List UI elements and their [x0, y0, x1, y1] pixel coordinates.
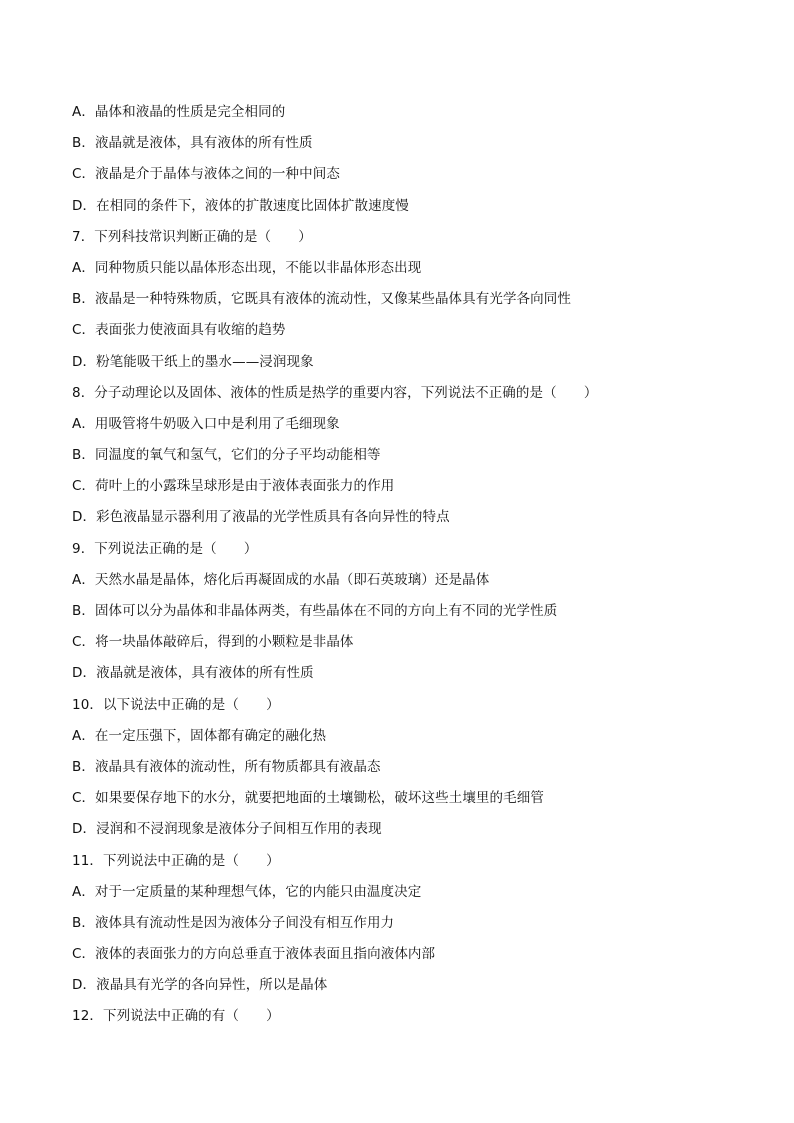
option-line: C．将一块晶体敲碎后，得到的小颗粒是非晶体 — [72, 634, 354, 651]
option-line: A．对于一定质量的某种理想气体，它的内能只由温度决定 — [72, 883, 422, 900]
option-line: D．液晶具有光学的各向异性，所以是晶体 — [72, 977, 328, 994]
question-stem: 9．下列说法正确的是（ ） — [72, 540, 258, 557]
option-line: B．液晶是一种特殊物质，它既具有液体的流动性，又像某些晶体具有光学各向同性 — [72, 291, 571, 308]
option-line: B．液晶就是液体，具有液体的所有性质 — [72, 135, 313, 152]
question-stem: 7．下列科技常识判断正确的是（ ） — [72, 228, 312, 245]
option-line: D．液晶就是液体，具有液体的所有性质 — [72, 665, 314, 682]
option-line: A．用吸管将牛奶吸入口中是利用了毛细现象 — [72, 415, 340, 432]
question-stem: 12．下列说法中正确的有（ ） — [72, 1008, 280, 1025]
option-line: A．天然水晶是晶体，熔化后再凝固成的水晶（即石英玻璃）还是晶体 — [72, 571, 490, 588]
option-line: C．液晶是介于晶体与液体之间的一种中间态 — [72, 166, 340, 183]
question-stem: 10．以下说法中正确的是（ ） — [72, 696, 280, 713]
option-line: D．彩色液晶显示器利用了液晶的光学性质具有各向异性的特点 — [72, 509, 450, 526]
question-stem: 8．分子动理论以及固体、液体的性质是热学的重要内容，下列说法不正确的是（ ） — [72, 384, 598, 401]
option-line: B．同温度的氧气和氢气，它们的分子平均动能相等 — [72, 447, 381, 464]
option-line: A．晶体和液晶的性质是完全相同的 — [72, 104, 286, 120]
option-line: D．浸润和不浸润现象是液体分子间相互作用的表现 — [72, 821, 382, 838]
question-text-block — [72, 101, 722, 1037]
option-line: C．液体的表面张力的方向总垂直于液体表面且指向液体内部 — [72, 946, 436, 963]
option-line: B．液体具有流动性是因为液体分子间没有相互作用力 — [72, 914, 395, 931]
option-line: D．粉笔能吸干纸上的墨水——浸润现象 — [72, 353, 314, 370]
option-line: B．液晶具有液体的流动性，所有物质都具有液晶态 — [72, 758, 381, 775]
option-line: C．荷叶上的小露珠呈球形是由于液体表面张力的作用 — [72, 478, 395, 495]
option-line: C．如果要保存地下的水分，就要把地面的土壤锄松，破坏这些土壤里的毛细管 — [72, 790, 544, 807]
option-line: C．表面张力使液面具有收缩的趋势 — [72, 322, 286, 339]
option-line: B．固体可以分为晶体和非晶体两类，有些晶体在不同的方向上有不同的光学性质 — [72, 603, 558, 619]
question-stem: 11．下列说法中正确的是（ ） — [72, 852, 280, 869]
option-line: A．同种物质只能以晶体形态出现，不能以非晶体形态出现 — [72, 259, 422, 276]
option-line: A．在一定压强下，固体都有确定的融化热 — [72, 727, 327, 744]
option-line: D．在相同的条件下，液体的扩散速度比固体扩散速度慢 — [72, 197, 409, 214]
